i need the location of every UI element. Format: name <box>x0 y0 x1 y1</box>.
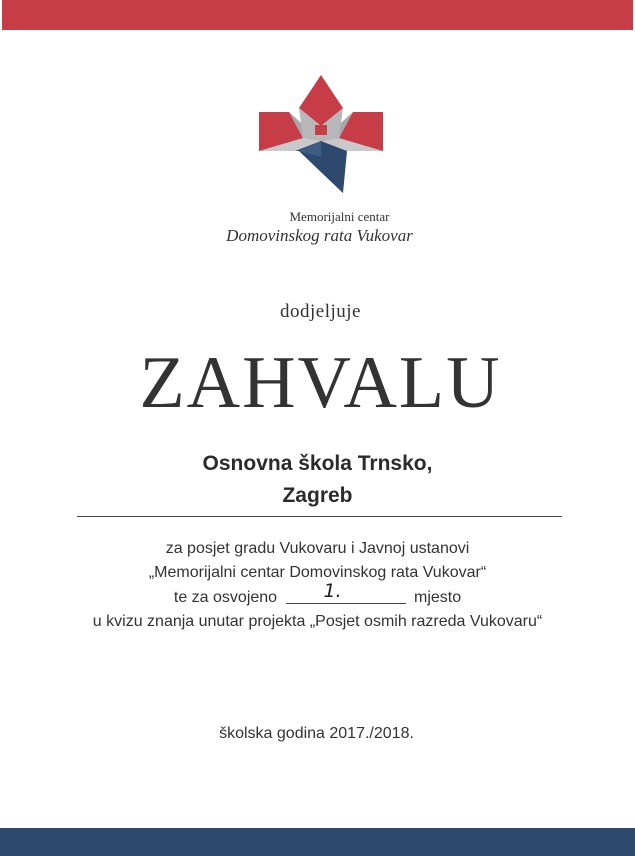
institution-name-line2 <box>0 226 635 246</box>
recipient-line1: Osnovna škola Trnsko, <box>202 452 433 475</box>
school-year-text: školska godina 2017./2018. <box>219 725 414 742</box>
recipient-line2: Zagreb <box>282 484 353 507</box>
top-color-band <box>2 0 633 30</box>
body-line3 <box>0 580 635 610</box>
institution-line1-text: Memorijalni centar <box>289 209 390 224</box>
body-line2: „Memorijalni centar Domovinskog rata Vukovar“ <box>148 564 487 581</box>
institution-name-line1 <box>0 209 635 225</box>
body-line1: za posjet gradu Vukovaru i Javnoj ustanovi <box>165 540 470 557</box>
institution-line2-text: Domovinskog rata Vukovar <box>226 226 413 245</box>
awards-word <box>0 301 635 323</box>
place-field <box>286 580 406 604</box>
certificate-body <box>0 537 635 634</box>
school-year <box>0 725 635 743</box>
memorial-center-logo-icon <box>259 75 383 193</box>
recipient-block <box>0 448 635 512</box>
body-line3-after: mjesto <box>413 589 462 606</box>
awards-word-text: dodjeljuje <box>280 301 361 322</box>
body-line4: u kvizu znanja unutar projekta „Posjet osmih razreda Vukovaru“ <box>92 613 543 630</box>
bottom-color-band <box>0 828 635 856</box>
body-line3-before: te za osvojeno <box>173 589 278 606</box>
place-value: 1. <box>323 580 342 602</box>
certificate-title-text: ZAHVALU <box>139 342 502 424</box>
recipient-underline <box>77 516 562 517</box>
certificate-title <box>0 342 635 424</box>
